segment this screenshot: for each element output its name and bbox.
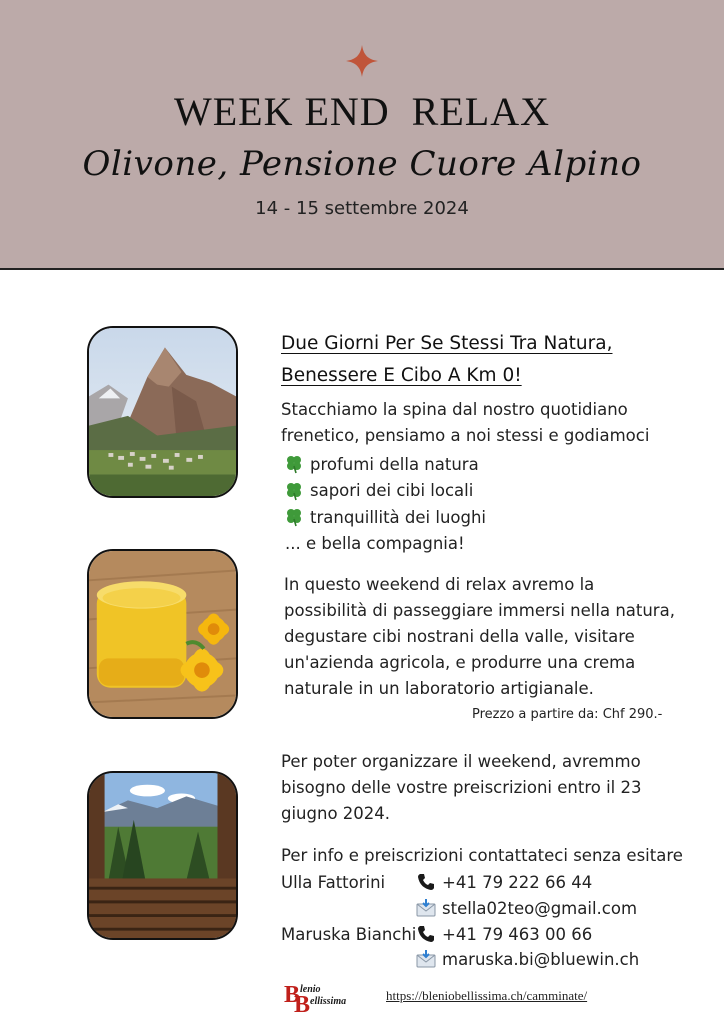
bullet-label: profumi della natura [310,454,479,474]
headline-line-1: Due Giorni Per Se Stessi Tra Natura, [281,333,613,354]
list-item [284,451,486,478]
contact-phone-1[interactable] [416,869,592,895]
email-icon [416,898,436,918]
contact-phone-2[interactable] [416,921,592,947]
headline-line-2: Benessere E Cibo A Km 0! [281,365,522,386]
four-point-star-icon [346,45,378,77]
calendula-cream-photo [87,549,238,719]
page-subtitle: Olivone, Pensione Cuore Alpino [82,144,642,184]
svg-text:lenio: lenio [300,984,321,995]
page-title: WEEK END RELAX [173,89,551,134]
closing-text: ... e bella compagnia! [285,534,465,553]
svg-text:B: B [284,982,301,1008]
list-item [284,478,486,505]
four-leaf-clover-icon [284,454,304,474]
contact-name: Maruska Bianchi [281,924,417,944]
bullet-label: tranquillità dei luoghi [310,507,487,527]
email-address[interactable]: stella02teo@gmail.com [442,898,638,918]
phone-number[interactable]: +41 79 463 00 66 [442,924,593,944]
mountain-village-photo [87,326,238,498]
header-banner [0,0,724,270]
phone-number[interactable]: +41 79 222 66 44 [442,872,593,892]
highlights-list [284,451,486,531]
svg-text:ellissima: ellissima [310,996,347,1007]
email-address[interactable]: maruska.bi@bluewin.ch [442,949,640,969]
telephone-icon [416,924,436,944]
four-leaf-clover-icon [284,507,304,527]
price-text: Prezzo a partire da: Chf 290.- [472,707,663,722]
website-link[interactable]: https://bleniobellissima.ch/camminate/ [386,988,588,1003]
email-icon [416,949,436,969]
svg-text:B: B [294,992,311,1014]
four-leaf-clover-icon [284,481,304,501]
telephone-icon [416,872,436,892]
contact-email-1[interactable] [416,895,637,921]
contact-name: Ulla Fattorini [281,872,386,892]
contact-intro: Per info e preiscrizioni contattateci senza esitare [281,846,683,865]
event-dates: 14 - 15 settembre 2024 [255,198,469,219]
contact-row-2 [281,921,416,947]
section-headline [281,328,612,392]
blenio-bellissima-logo [282,980,382,1014]
contact-row-1 [281,869,385,895]
window-view-photo [87,771,238,940]
intro-text: Stacchiamo la spina dal nostro quotidiano frenetico, pensiamo a noi stessi e godiamoci [281,400,650,445]
registration-notice: Per poter organizzare il weekend, avremmo bisogno delle vostre preiscrizioni entro il 23 giugno 2024. [281,752,642,823]
weekend-description: In questo weekend di relax avremo la possibilità di passeggiare immersi nella natura, degustare cibi nostrani della valle, visitare un'azienda agricola, e produrre una crema naturale in un laboratorio artigianale. [284,575,675,698]
list-item [284,504,486,531]
bullet-label: sapori dei cibi locali [310,481,474,501]
contact-email-2[interactable] [416,946,639,972]
